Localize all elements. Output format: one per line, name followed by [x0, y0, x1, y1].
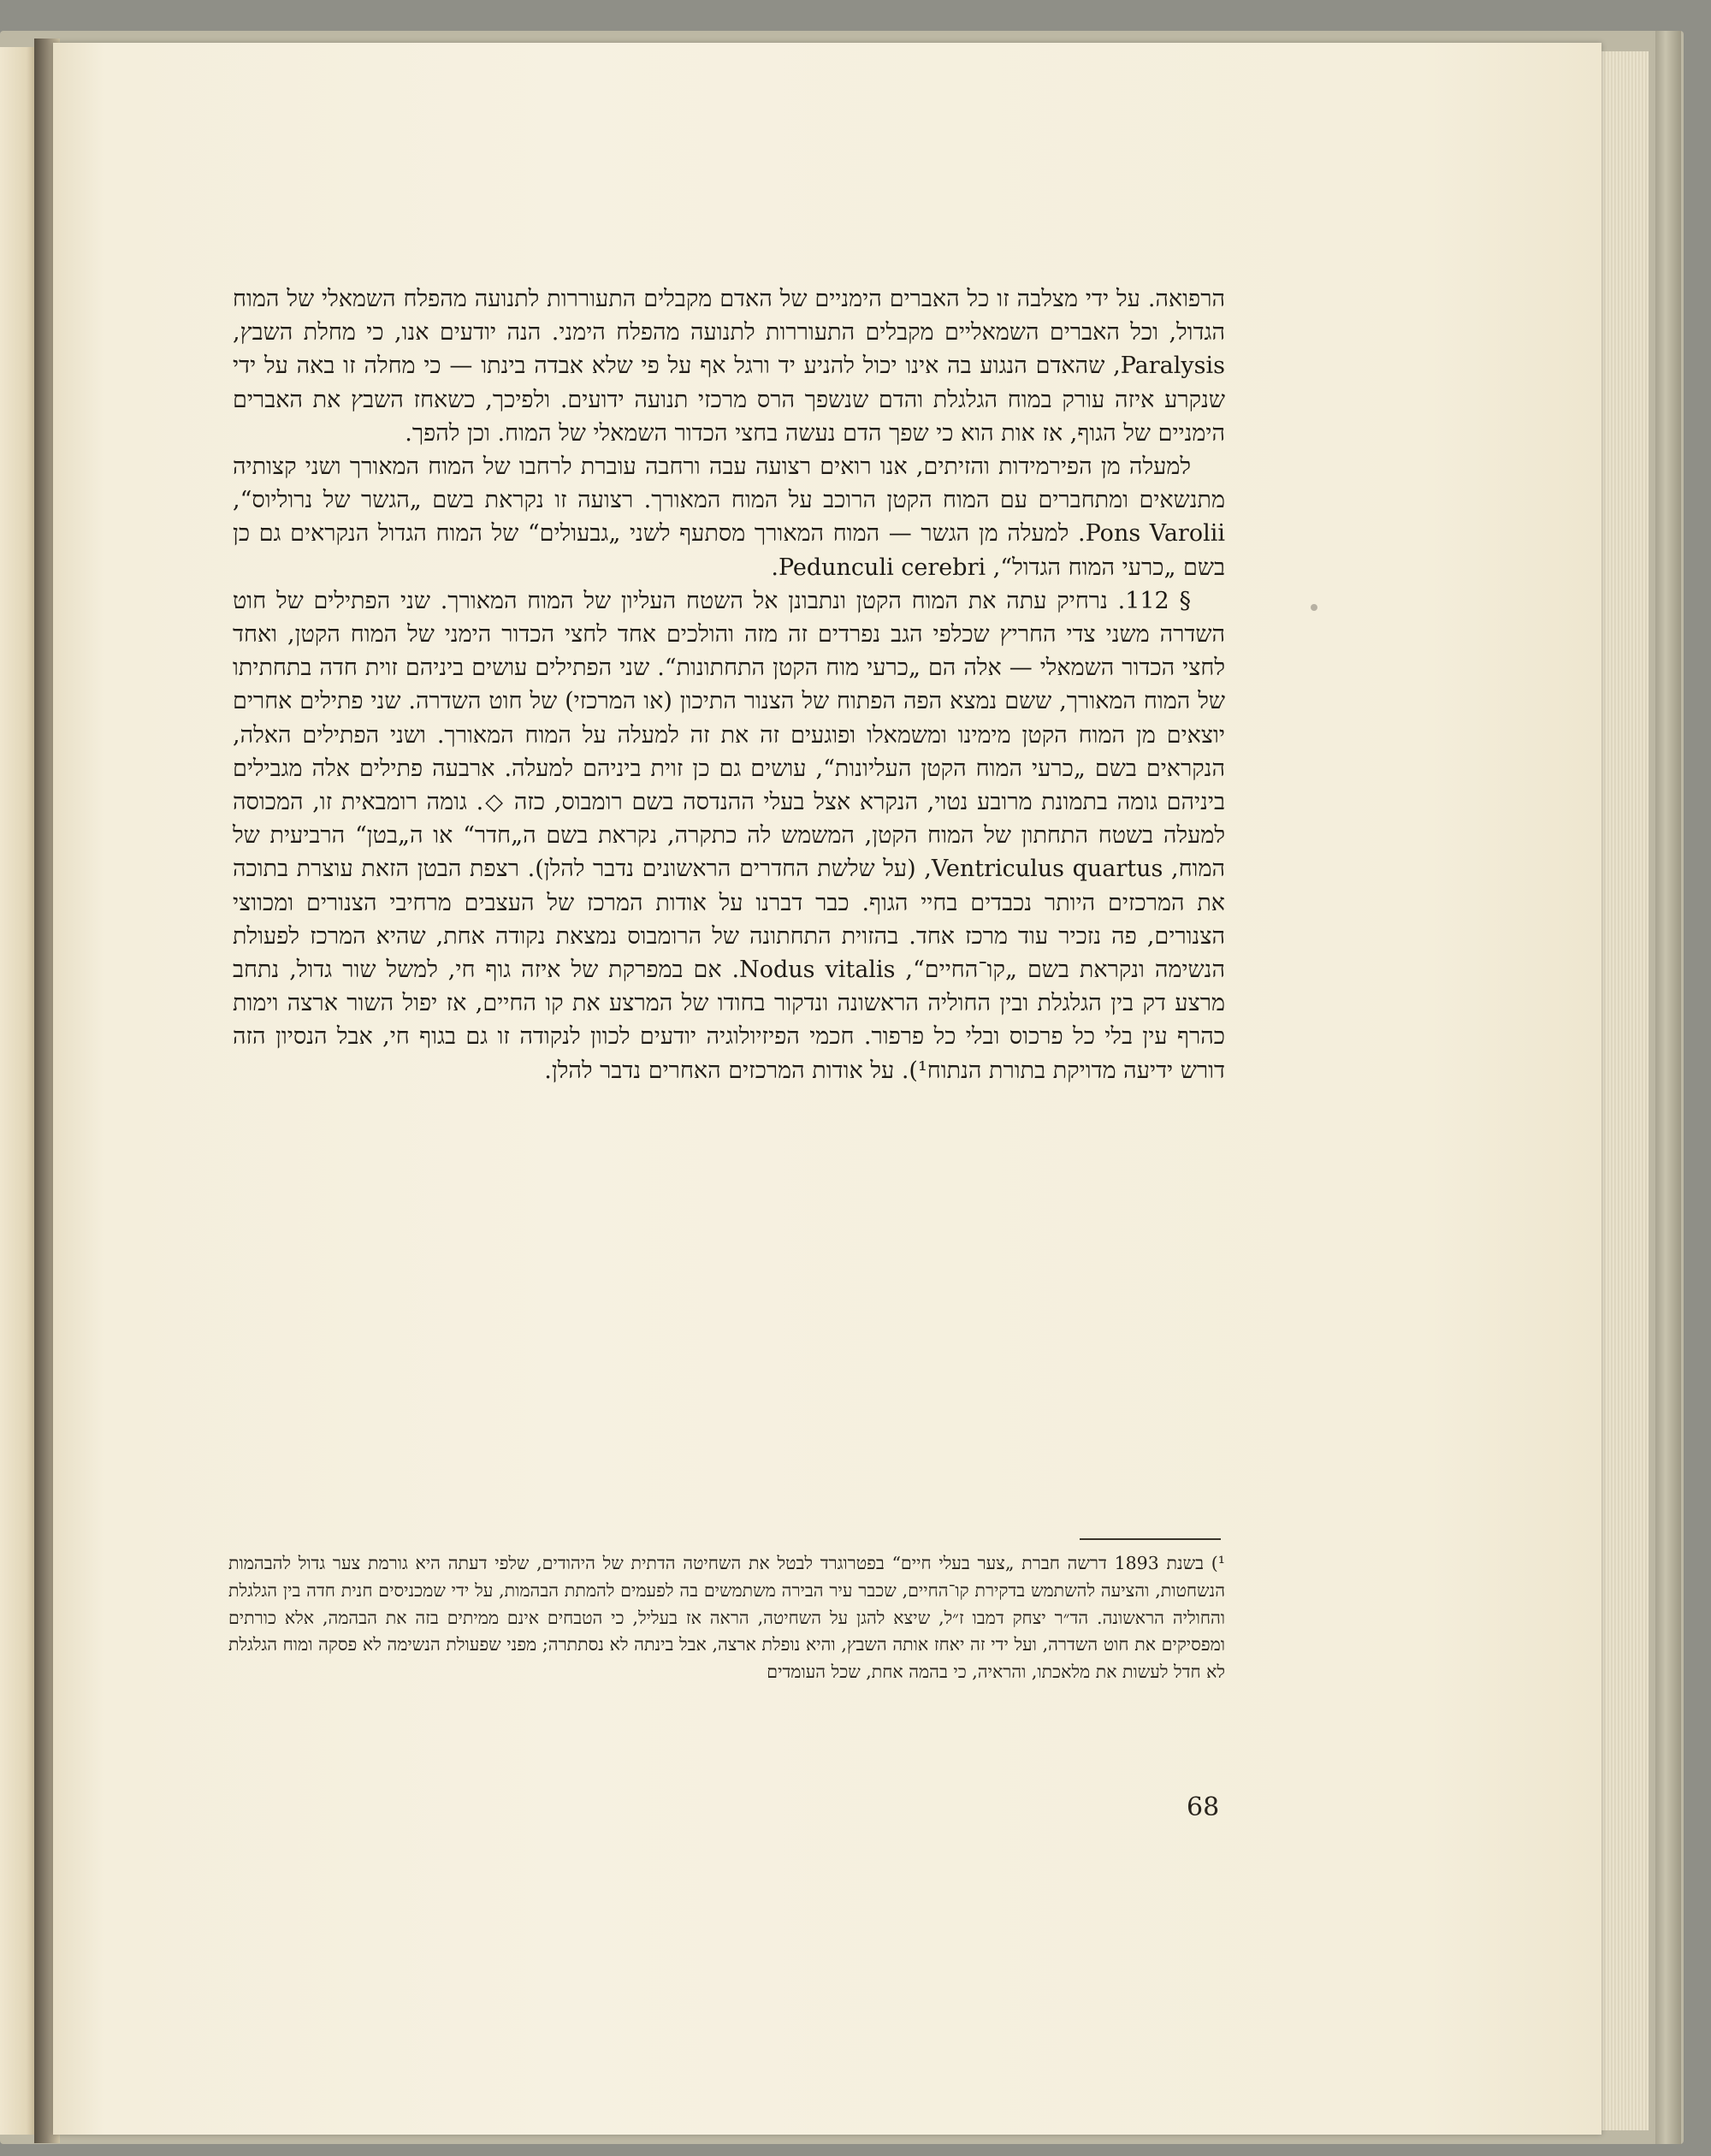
book-page — [53, 43, 1601, 2135]
paragraph-1: הרפואה. על ידי מצלבה זו כל האברים הימניים של האדם מקבלים התעוררות לתנועה מהפלח השמאלי של המוח הגדול, וכל האברים השמאליים מקבלים התעוררות לתנועה מהפלח הימני. הנה יודעים אנו, כי מחלת השבץ, Paralysis, שהאדם הנגוע בה אינו יכול להניע יד ורגל אף על פי שלא אבדה בינתו — כי מחלה זו באה על ידי שנקרע איזה עורק במוח הגלגלת והדם שנשפך הרס מרכזי תנועה ידועים. ולפיכך, כשאחז השבץ את האברים הימניים של הגוף, אז אות הוא כי שפך הדם נעשה בחצי הכדור השמאלי של המוח. וכן להפך. — [233, 286, 1225, 447]
body-text — [233, 282, 1225, 1087]
paper-speck — [1311, 604, 1317, 611]
footnotes — [228, 1550, 1225, 1686]
footnote-separator — [1080, 1538, 1221, 1540]
page-number: 68 — [1187, 1792, 1220, 1822]
paragraph-3-section-112: § 112. נרחיק עתה את המוח הקטן ונתבונן אל השטח העליון של המוח המאורך. שני הפתילים של חוט השדרה משני צדי החריץ שכלפי הגב נפרדים זה מזה והולכים אחד לחצי הכדור הימני של המוח הקטן, ואחד לחצי הכדור השמאלי — אלה הם „כרעי מוח הקטן התחתונות“. שני הפתילים עושים ביניהם זוית חדה בתחתיתו של המוח המאורך, ששם נמצא הפה הפתוח של הצנור התיכון (או המרכזי) של חוט השדרה. שני פתילים אחרים יוצאים מן המוח הקטן מימינו ומשמאלו ופוגעים זה את זה למעלה על המוח המאורך. ושני הפתילים האלה, הנקראים בשם „כרעי המוח הקטן העליונות“, עושים גם כן זוית ביניהם למעלה. ארבעה פתילים אלה מגבילים ביניהם גומה בתמונת מרובע נטוי, הנקרא אצל בעלי ההנדסה בשם רומבוס, כזה ◇. גומה רומבאית זו, המכוסה למעלה בשטח התחתון של המוח הקטן, המשמש לה כתקרה, נקראת בשם ה„חדר“ או ה„בטן“ הרביעית של המוח, Ventriculus quartus, (על שלשת החדרים הראשונים נדבר להלן). רצפת הבטן הזאת עוצרת בתוכה את המרכזים היותר נכבדים בחיי הגוף. כבר דברנו על אודות המרכז של העצבים מרחיבי הצנורים ומכווצי הצנורים, פה נזכיר עוד מרכז אחד. בהזוית התחתונה של הרומבוס נמצאת נקודה אחת, שהיא המרכז לפעולת הנשימה ונקראת בשם „קו־החיים“, Nodus vitalis. אם במפרקת של איזה גוף חי, למשל שור גדול, נתחב מרצע דק בין הגלגלת ובין החוליה הראשונה ונדקור בחודו של המרצע את קו החיים, אז יפול השור ארצה וימות כהרף עין בלי כל פרכוס ובלי כל פרפור. חכמי הפיזיולוגיה יודעים לכוון לנקודה זו גם בגוף חי, אבל הנסיון הזה דורש ידיעה מדויקת בתורת הנתוח¹). על אודות המרכזים האחרים נדבר להלן. — [233, 587, 1225, 1084]
paragraph-2: למעלה מן הפירמידות והזיתים, אנו רואים רצועה עבה ורחבה עוברת לרחבו של המוח המאורך ושני קצותיה מתנשאים ומתחברים עם המוח הקטן הרוכב על המוח המאורך. רצועה זו נקראת בשם „הגשר של נרוליוס“, Pons Varolii. למעלה מן הגשר — המוח המאורך מסתעף לשני „גבעולים“ של המוח הגדול הנקראים גם כן בשם „כרעי המוח הגדול“, Pedunculi cerebri. — [233, 453, 1225, 581]
cover-edge — [1655, 31, 1681, 2144]
previous-page-edge — [0, 47, 38, 2135]
footnote-1: ¹) בשנת 1893 דרשה חברת „צער בעלי חיים“ בפטרוגרד לבטל את השחיטה הדתית של היהודים, שלפי דעתה היא גורמת צער גדול להבהמות הנשחטות, והציעה להשתמש בדקירת קו־החיים, שכבר עיר הבירה משתמשים בה לפעמים להמתת הבהמות, על ידי שמכניסים חנית חדה בין הגלגלת והחוליה הראשונה. הד״ר יצחק דמבו ז״ל, שיצא להגן על השחיטה, הראה אז בעליל, כי הטבחים אינם ממיתים בזה את הבהמה, אלא כורתים ומפסיקים את חוט השדרה, ועל ידי זה יאחז אותה השבץ, והיא נופלת ארצה, אבל בינתה לא נסתתרה; מפני שפעולת הנשימה לא פסקה ומוח הגלגלת לא חדל לעשות את מלאכתו, והראיה, כי בהמה אחת, שכל העומדים — [228, 1553, 1226, 1683]
